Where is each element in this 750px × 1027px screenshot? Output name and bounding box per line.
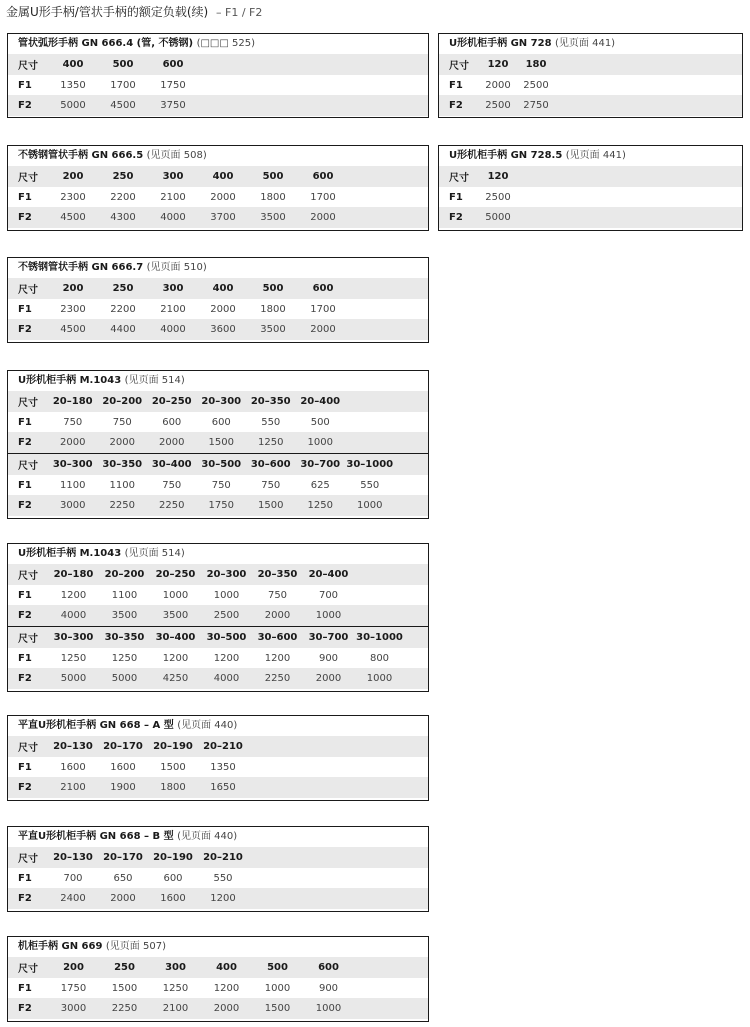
f1-row-label: F1 <box>18 416 32 428</box>
size-row-label: 尺寸 <box>18 60 38 72</box>
f2-value: 3500 <box>260 324 286 336</box>
size-value: 250 <box>114 961 135 973</box>
f2-value: 5000 <box>60 673 87 685</box>
size-value: 120 <box>487 170 509 182</box>
f2-value: 3500 <box>260 212 286 224</box>
load-table <box>7 33 429 118</box>
f2-value: 2250 <box>111 1003 138 1015</box>
f2-value: 4500 <box>110 100 136 112</box>
f1-value: 1750 <box>160 79 186 91</box>
f1-value: 625 <box>310 479 330 491</box>
f2-row-label: F2 <box>18 610 32 622</box>
size-value: 20–180 <box>53 568 94 580</box>
f1-value: 750 <box>261 479 281 491</box>
size-row <box>8 957 428 978</box>
f1-value: 750 <box>267 589 288 601</box>
table-name: 平直U形机柜手柄 GN 668 – B 型 <box>18 831 178 842</box>
f1-row <box>8 412 428 433</box>
f2-value: 1250 <box>258 437 284 449</box>
f1-value: 1200 <box>213 982 240 994</box>
table-page-ref: (见页面 441) <box>555 38 616 49</box>
f2-row <box>8 95 428 116</box>
load-table <box>438 33 743 118</box>
f2-row-label: F2 <box>18 324 32 336</box>
table-name: 平直U形机柜手柄 GN 668 – A 型 <box>18 720 178 731</box>
size-row-label: 尺寸 <box>18 633 38 645</box>
table-page-ref: (□□□ 525) <box>196 38 255 49</box>
f1-value: 1100 <box>109 479 135 491</box>
f2-row <box>8 668 428 689</box>
f2-row-label: F2 <box>18 212 32 224</box>
table-title <box>439 146 742 166</box>
f1-row-label: F1 <box>18 872 32 884</box>
f2-row <box>8 998 428 1019</box>
f2-row-label: F2 <box>449 212 463 224</box>
f2-value: 4000 <box>160 212 186 224</box>
size-row <box>8 626 428 648</box>
size-value: 20–400 <box>300 395 341 407</box>
table-name: U形机柜手柄 M.1043 <box>18 548 125 559</box>
load-table <box>7 936 429 1022</box>
table-title <box>8 544 428 564</box>
f2-value: 4250 <box>162 673 189 685</box>
f1-row-label: F1 <box>18 303 32 315</box>
table-page-ref: (见页面 507) <box>105 941 166 952</box>
size-value: 120 <box>487 58 509 70</box>
size-row-label: 尺寸 <box>449 172 469 184</box>
f1-row <box>8 757 428 778</box>
size-value: 30–1000 <box>356 631 403 643</box>
f2-value: 1900 <box>110 782 136 794</box>
size-value: 20–190 <box>153 851 193 863</box>
f2-row-label: F2 <box>18 437 32 449</box>
f1-value: 900 <box>318 982 339 994</box>
f2-value: 2250 <box>109 500 135 512</box>
size-value: 600 <box>162 58 184 70</box>
f2-row-label: F2 <box>18 100 32 112</box>
f1-value: 2100 <box>160 303 186 315</box>
f2-value: 2500 <box>485 100 511 112</box>
f2-value: 1650 <box>210 782 236 794</box>
f2-value: 1500 <box>264 1003 291 1015</box>
f2-value: 2250 <box>264 673 291 685</box>
f1-value: 700 <box>63 872 83 884</box>
f1-value: 1700 <box>310 303 336 315</box>
f1-value: 1200 <box>264 652 291 664</box>
f1-row-label: F1 <box>449 79 463 91</box>
f1-value: 2000 <box>485 79 511 91</box>
f1-value: 550 <box>360 479 380 491</box>
size-row-label: 尺寸 <box>18 570 38 582</box>
f1-value: 600 <box>163 872 183 884</box>
size-value: 20–210 <box>203 851 243 863</box>
f1-value: 2100 <box>160 191 186 203</box>
f2-value: 2100 <box>60 782 86 794</box>
f1-row-label: F1 <box>18 982 32 994</box>
load-table <box>7 543 429 692</box>
table-page-ref: (见页面 441) <box>565 150 626 161</box>
size-value: 200 <box>63 961 84 973</box>
f1-value: 1000 <box>162 589 189 601</box>
size-row-label: 尺寸 <box>18 397 38 409</box>
f2-value: 1750 <box>208 500 234 512</box>
f2-value: 3750 <box>160 100 186 112</box>
table-page-ref: (见页面 440) <box>177 831 238 842</box>
f2-value: 5000 <box>111 673 138 685</box>
f2-value: 2250 <box>159 500 185 512</box>
f2-value: 1000 <box>366 673 393 685</box>
f2-value: 2400 <box>60 893 86 905</box>
f2-value: 4000 <box>60 610 87 622</box>
table-title <box>8 716 428 736</box>
f1-row <box>439 187 742 208</box>
f1-value: 1000 <box>264 982 291 994</box>
f2-row <box>8 319 428 340</box>
size-row <box>8 54 428 75</box>
f2-row <box>8 432 428 453</box>
size-value: 30–600 <box>257 631 298 643</box>
f2-value: 3000 <box>60 500 86 512</box>
f2-row-label: F2 <box>18 782 32 794</box>
size-row <box>8 736 428 757</box>
page-title <box>6 3 262 20</box>
size-value: 20–350 <box>257 568 298 580</box>
f2-value: 1000 <box>315 610 342 622</box>
f2-row-label: F2 <box>18 1003 32 1015</box>
f1-value: 600 <box>211 416 231 428</box>
size-value: 250 <box>112 282 134 294</box>
f2-value: 2000 <box>310 212 336 224</box>
f2-value: 5000 <box>60 100 86 112</box>
f2-row-label: F2 <box>18 500 32 512</box>
size-value: 20–200 <box>102 395 143 407</box>
f1-row <box>8 585 428 606</box>
f1-row-label: F1 <box>18 761 32 773</box>
table-name: U形机柜手柄 GN 728.5 <box>449 150 566 161</box>
size-value: 400 <box>212 170 234 182</box>
f1-row-label: F1 <box>449 191 463 203</box>
f1-value: 1700 <box>110 79 136 91</box>
f1-row-label: F1 <box>18 652 32 664</box>
f1-value: 1250 <box>60 652 87 664</box>
table-name: 不锈钢管状手柄 GN 666.7 <box>18 262 147 273</box>
size-row-label: 尺寸 <box>18 284 38 296</box>
table-title <box>8 258 428 278</box>
f2-row <box>8 207 428 228</box>
f2-value: 4400 <box>110 324 136 336</box>
load-table <box>7 370 429 519</box>
f1-value: 1200 <box>213 652 240 664</box>
page-subtitle: – F1 / F2 <box>216 6 263 19</box>
f2-value: 2000 <box>310 324 336 336</box>
page-title-text: 金属U形手柄/管状手柄的额定负载(续) <box>6 5 209 19</box>
f2-value: 4500 <box>60 324 86 336</box>
f2-value: 2000 <box>159 437 185 449</box>
f2-value: 1500 <box>258 500 284 512</box>
table-name: 管状弧形手柄 GN 666.4 (管, 不锈钢) <box>18 38 197 49</box>
f1-value: 2300 <box>60 191 86 203</box>
f2-value: 1000 <box>315 1003 342 1015</box>
size-value: 20–350 <box>250 395 291 407</box>
size-value: 400 <box>62 58 84 70</box>
size-value: 180 <box>525 58 547 70</box>
load-table <box>7 715 429 801</box>
size-value: 500 <box>267 961 288 973</box>
f2-value: 4000 <box>213 673 240 685</box>
f1-row-label: F1 <box>18 479 32 491</box>
table-page-ref: (见页面 514) <box>124 548 185 559</box>
size-value: 400 <box>216 961 237 973</box>
f1-value: 2000 <box>210 303 236 315</box>
f2-value: 3000 <box>60 1003 87 1015</box>
f1-value: 600 <box>162 416 182 428</box>
f2-value: 4300 <box>110 212 136 224</box>
size-value: 30–350 <box>104 631 145 643</box>
f2-value: 1600 <box>160 893 186 905</box>
load-table <box>7 145 429 231</box>
f1-value: 650 <box>113 872 133 884</box>
f2-value: 1250 <box>307 500 333 512</box>
table-page-ref: (见页面 510) <box>146 262 207 273</box>
size-value: 30–600 <box>250 458 291 470</box>
size-value: 20–250 <box>151 395 192 407</box>
size-value: 600 <box>318 961 339 973</box>
size-value: 20–210 <box>203 740 243 752</box>
f1-value: 550 <box>261 416 281 428</box>
size-value: 200 <box>62 170 84 182</box>
size-row <box>8 278 428 299</box>
size-value: 30–1000 <box>346 458 394 470</box>
f1-value: 1200 <box>162 652 189 664</box>
f2-value: 2000 <box>110 893 136 905</box>
size-value: 30–500 <box>201 458 242 470</box>
f2-value: 1200 <box>210 893 236 905</box>
f2-row <box>8 605 428 626</box>
size-value: 300 <box>162 282 184 294</box>
f2-value: 2000 <box>264 610 291 622</box>
load-table <box>438 145 743 231</box>
f1-row <box>8 648 428 669</box>
size-value: 20–170 <box>103 851 143 863</box>
size-value: 600 <box>312 170 334 182</box>
f2-value: 2750 <box>523 100 549 112</box>
f2-value: 2000 <box>315 673 342 685</box>
size-row <box>8 847 428 868</box>
size-value: 250 <box>112 170 134 182</box>
load-table <box>7 826 429 912</box>
f1-value: 1200 <box>60 589 87 601</box>
size-row <box>8 391 428 412</box>
f1-value: 1250 <box>111 652 138 664</box>
f1-value: 1800 <box>260 303 286 315</box>
f2-value: 2500 <box>213 610 240 622</box>
f1-value: 2200 <box>110 191 136 203</box>
f1-row-label: F1 <box>18 589 32 601</box>
table-page-ref: (见页面 508) <box>146 150 207 161</box>
f1-value: 750 <box>112 416 132 428</box>
f1-value: 1000 <box>213 589 240 601</box>
load-table <box>7 257 429 343</box>
f2-row-label: F2 <box>18 893 32 905</box>
f1-value: 2500 <box>523 79 549 91</box>
f1-row <box>8 475 428 496</box>
size-value: 20–130 <box>53 851 93 863</box>
size-value: 20–200 <box>104 568 145 580</box>
size-value: 20–250 <box>155 568 196 580</box>
size-value: 30–350 <box>102 458 143 470</box>
size-row-label: 尺寸 <box>18 742 38 754</box>
f2-value: 4500 <box>60 212 86 224</box>
f1-value: 500 <box>310 416 330 428</box>
f1-value: 2500 <box>485 191 511 203</box>
f1-value: 900 <box>318 652 339 664</box>
f1-row-label: F1 <box>18 79 32 91</box>
f2-value: 5000 <box>485 212 511 224</box>
f1-value: 1250 <box>162 982 189 994</box>
f1-value: 1350 <box>210 761 236 773</box>
size-value: 30–400 <box>151 458 192 470</box>
f2-row <box>8 777 428 798</box>
f2-value: 2000 <box>60 437 86 449</box>
f1-row <box>439 75 742 96</box>
f1-row <box>8 299 428 320</box>
f1-value: 700 <box>318 589 339 601</box>
f2-value: 3600 <box>210 324 236 336</box>
size-row <box>439 54 742 75</box>
size-value: 20–130 <box>53 740 93 752</box>
size-value: 500 <box>262 170 284 182</box>
f1-value: 1800 <box>260 191 286 203</box>
f2-value: 1000 <box>307 437 333 449</box>
f1-value: 750 <box>63 416 83 428</box>
size-row <box>439 166 742 187</box>
f1-value: 1500 <box>160 761 186 773</box>
size-row <box>8 564 428 585</box>
size-value: 20–300 <box>201 395 242 407</box>
size-row-label: 尺寸 <box>18 172 38 184</box>
size-value: 600 <box>312 282 334 294</box>
size-value: 30–700 <box>308 631 349 643</box>
table-title <box>8 937 428 957</box>
f1-value: 750 <box>211 479 231 491</box>
size-value: 500 <box>112 58 134 70</box>
f2-value: 3700 <box>210 212 236 224</box>
f2-value: 1000 <box>357 500 383 512</box>
f1-value: 1100 <box>111 589 138 601</box>
table-title <box>8 827 428 847</box>
size-row <box>8 166 428 187</box>
f1-value: 1750 <box>60 982 87 994</box>
size-value: 20–190 <box>153 740 193 752</box>
f2-value: 1500 <box>208 437 234 449</box>
size-value: 20–180 <box>52 395 93 407</box>
table-page-ref: (见页面 440) <box>177 720 238 731</box>
f1-row-label: F1 <box>18 191 32 203</box>
f1-value: 1350 <box>60 79 86 91</box>
f1-value: 1700 <box>310 191 336 203</box>
f1-value: 2000 <box>210 191 236 203</box>
f1-value: 2300 <box>60 303 86 315</box>
f2-value: 3500 <box>162 610 189 622</box>
table-title <box>8 371 428 391</box>
f2-row-label: F2 <box>449 100 463 112</box>
size-row-label: 尺寸 <box>449 60 469 72</box>
table-title <box>439 34 742 54</box>
table-name: U形机柜手柄 GN 728 <box>449 38 556 49</box>
size-value: 20–400 <box>308 568 349 580</box>
f1-value: 1600 <box>110 761 136 773</box>
size-row <box>8 453 428 475</box>
f2-value: 1800 <box>160 782 186 794</box>
size-value: 200 <box>62 282 84 294</box>
f2-value: 4000 <box>160 324 186 336</box>
f1-value: 1100 <box>60 479 86 491</box>
f2-row <box>439 207 742 228</box>
f2-value: 2100 <box>162 1003 189 1015</box>
f2-value: 2000 <box>109 437 135 449</box>
size-row-label: 尺寸 <box>18 963 38 975</box>
f1-value: 1600 <box>60 761 86 773</box>
f2-row-label: F2 <box>18 673 32 685</box>
f1-value: 550 <box>213 872 233 884</box>
size-value: 20–300 <box>206 568 247 580</box>
size-value: 30–300 <box>52 458 93 470</box>
size-value: 30–300 <box>53 631 94 643</box>
f2-row <box>439 95 742 116</box>
size-value: 300 <box>162 170 184 182</box>
f1-value: 2200 <box>110 303 136 315</box>
size-row-label: 尺寸 <box>18 853 38 865</box>
table-name: 机柜手柄 GN 669 <box>18 941 106 952</box>
table-name: 不锈钢管状手柄 GN 666.5 <box>18 150 147 161</box>
size-value: 300 <box>165 961 186 973</box>
size-row-label: 尺寸 <box>18 460 38 472</box>
size-value: 30–400 <box>155 631 196 643</box>
f1-row <box>8 187 428 208</box>
f2-value: 3500 <box>111 610 138 622</box>
table-title <box>8 34 428 54</box>
f1-row <box>8 75 428 96</box>
f2-row <box>8 495 428 516</box>
f2-value: 2000 <box>213 1003 240 1015</box>
f2-row <box>8 888 428 909</box>
f1-row <box>8 978 428 999</box>
f1-value: 1500 <box>111 982 138 994</box>
f1-value: 800 <box>369 652 390 664</box>
f1-value: 750 <box>162 479 182 491</box>
size-value: 20–170 <box>103 740 143 752</box>
table-name: U形机柜手柄 M.1043 <box>18 375 125 386</box>
table-page-ref: (见页面 514) <box>124 375 185 386</box>
size-value: 400 <box>212 282 234 294</box>
size-value: 500 <box>262 282 284 294</box>
table-title <box>8 146 428 166</box>
size-value: 30–500 <box>206 631 247 643</box>
f1-row <box>8 868 428 889</box>
size-value: 30–700 <box>300 458 341 470</box>
